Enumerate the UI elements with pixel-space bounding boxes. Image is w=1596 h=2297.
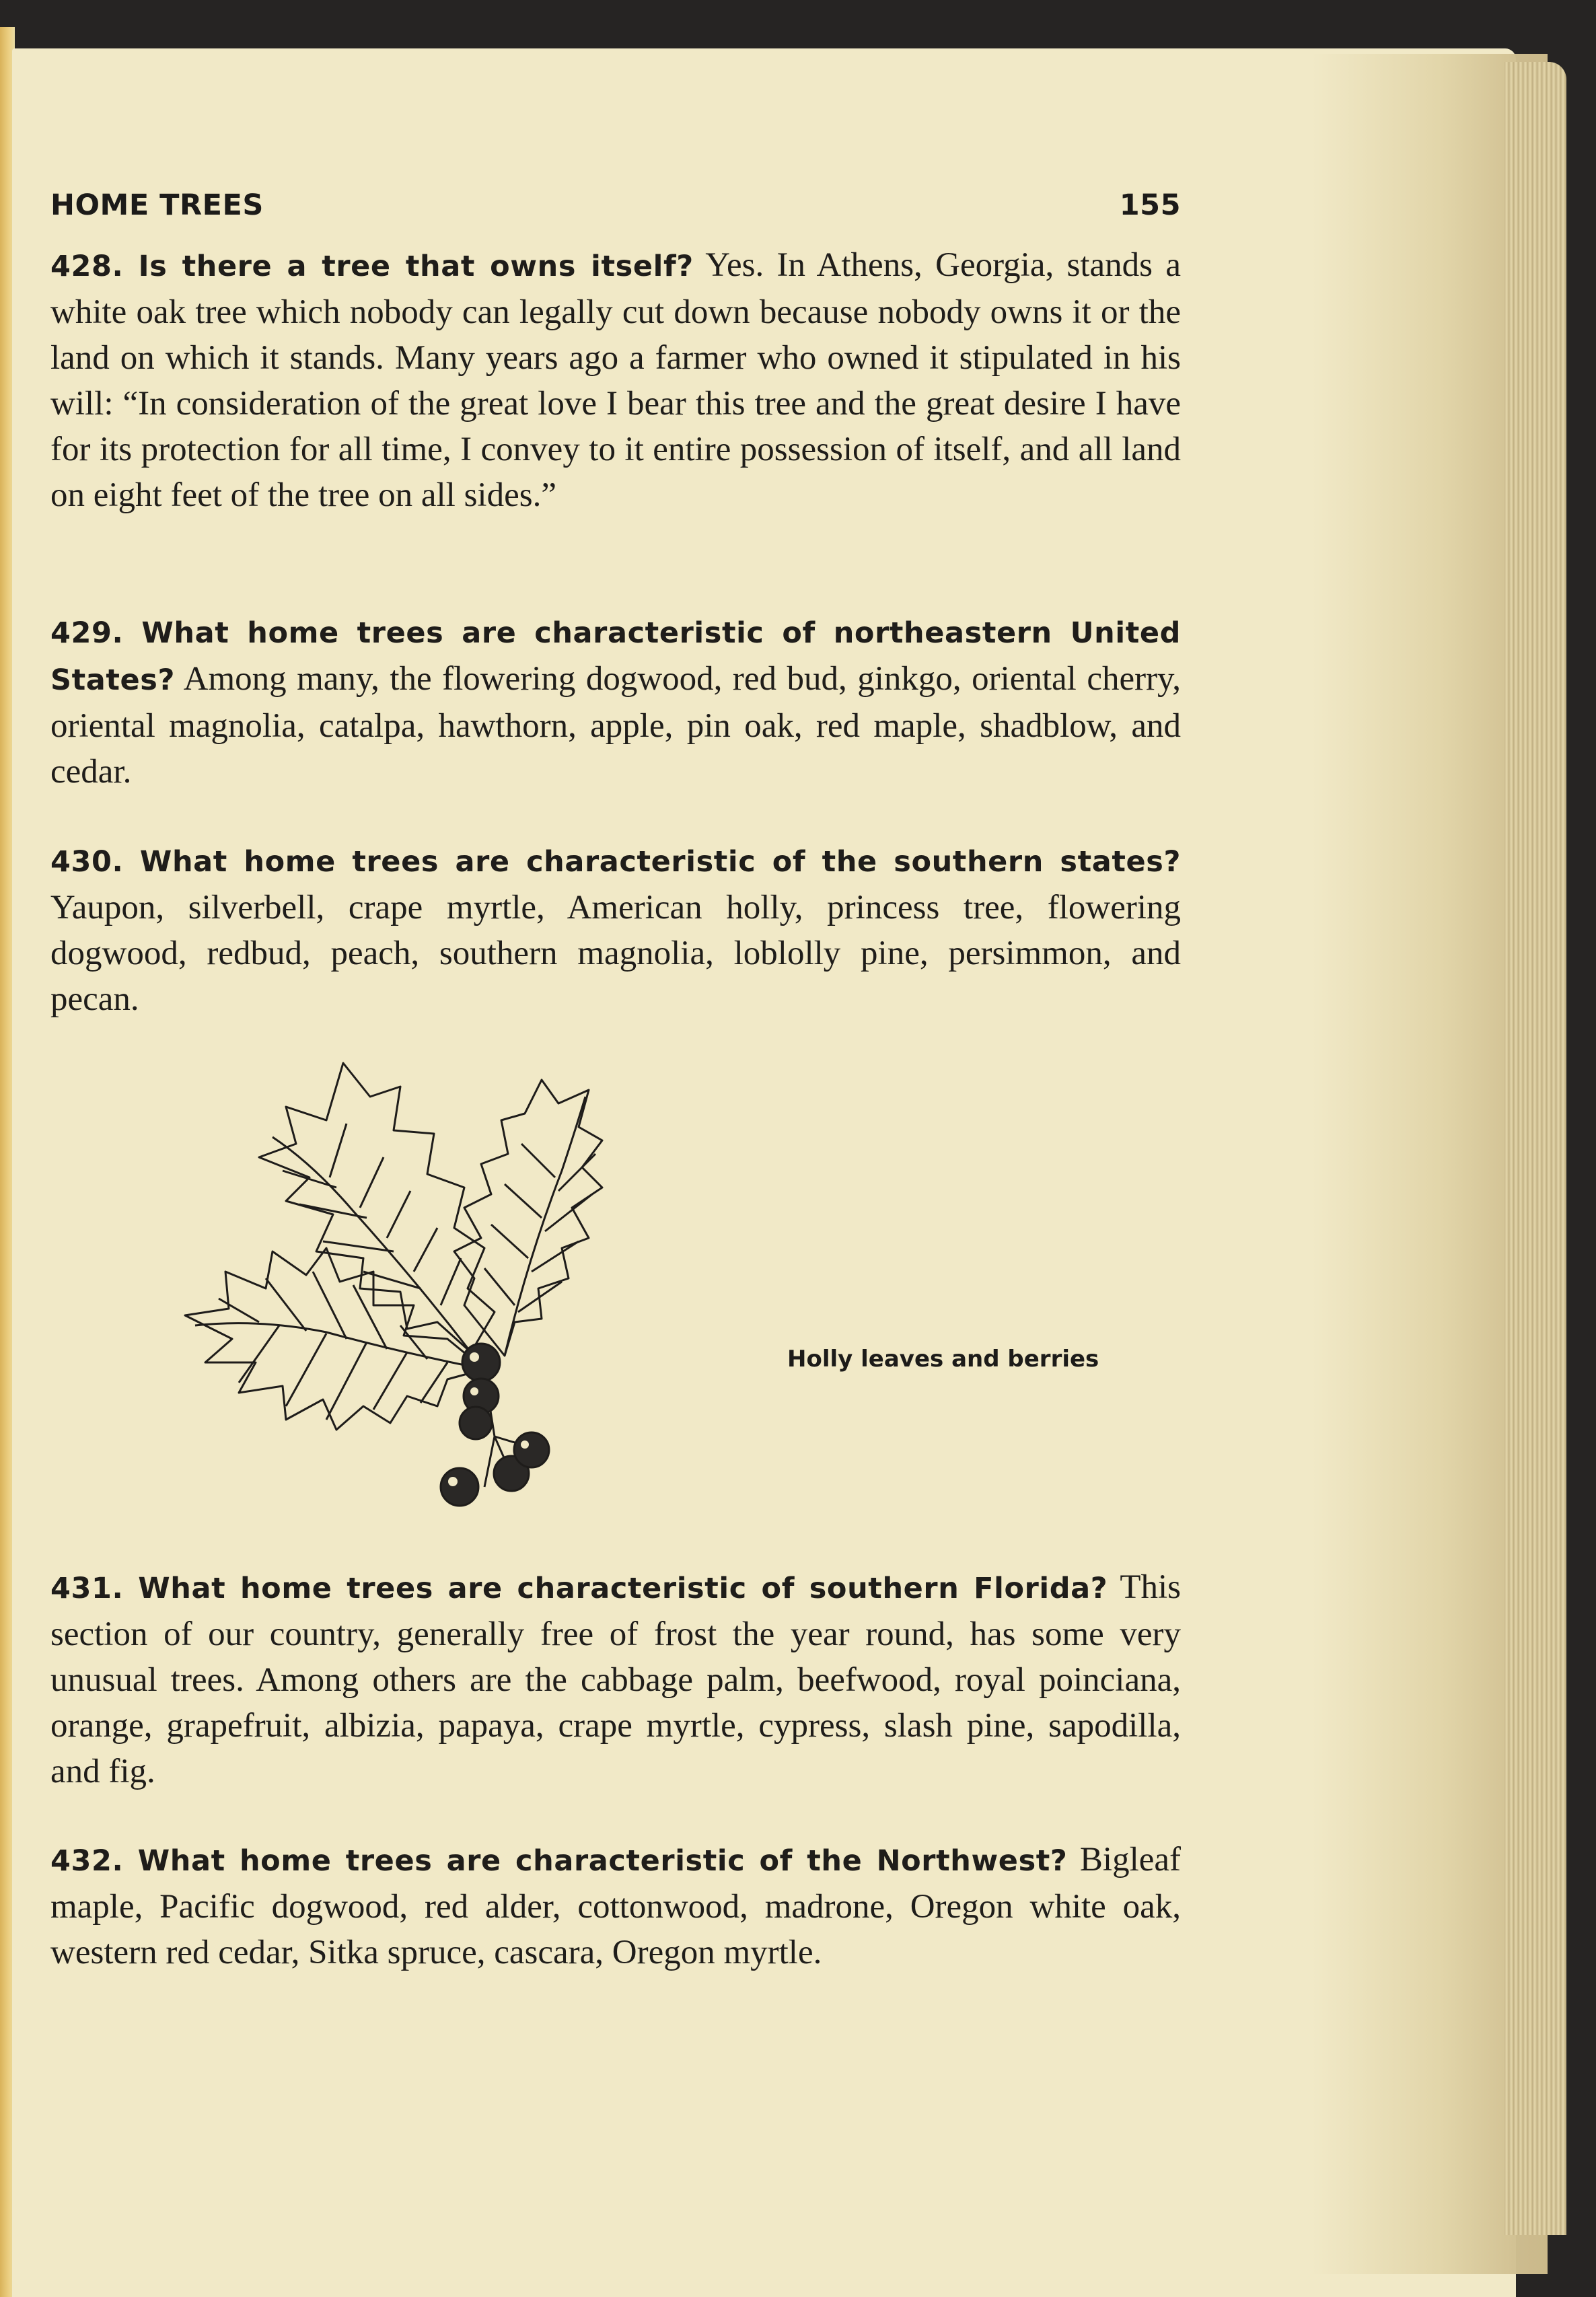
page-stack-edge [1504, 62, 1566, 2235]
holly-berries [441, 1344, 549, 1506]
berry [441, 1468, 478, 1506]
entry-question: 429. What home trees are characteristic of northeastern United States? [50, 616, 1181, 697]
berry [462, 1344, 500, 1381]
entry-429 [50, 609, 1181, 795]
page-number: 155 [1119, 188, 1181, 222]
entry-answer: Yaupon, silverbell, crape myrtle, American holly, princess tree, flowering dogwood, redbud, peach, southern magnolia, loblolly pine, persimmon, and pecan. [50, 889, 1181, 1018]
berry [514, 1432, 549, 1467]
entry-432 [50, 1837, 1181, 1975]
holly-illustration [131, 1056, 690, 1527]
page-header [50, 188, 1181, 229]
entry-answer: Yes. In Athens, Georgia, stands a white oak tree which nobody can legally cut down because nobody owns it or the land on which it stands. Many years ago a farmer who owned it stipulated in his will: “In consideration of the great love I bear this tree and the great desire I have for its protection for all time, I convey to it entire possession of itself, and all land on eight feet of the tree on all sides.” [50, 246, 1182, 514]
entry-431 [50, 1564, 1181, 1794]
running-head: HOME TREES [50, 188, 264, 222]
holly-leaf-upper [259, 1063, 495, 1352]
entry-answer: This section of our country, generally free of frost the year round, has some very unusual trees. Among others are the cabbage palm, beefwood, royal poinciana, orange, grapefruit, albizia, papaya, crape myrtle, cypress, slash pine, sapodilla, and fig. [50, 1568, 1181, 1790]
entry-question: 432. What home trees are characteristic of the Northwest? [50, 1844, 1068, 1878]
entry-430 [50, 838, 1181, 1022]
entry-question: 431. What home trees are characteristic of southern Florida? [50, 1572, 1108, 1605]
entry-answer: Bigleaf maple, Pacific dogwood, red alder, cottonwood, madrone, Oregon white oak, western red cedar, Sitka spruce, cascara, Oregon myrtle. [50, 1841, 1182, 1971]
berry [460, 1407, 492, 1439]
figure-caption: Holly leaves and berries [787, 1346, 1099, 1373]
entry-answer: Among many, the flowering dogwood, red bud, ginkgo, oriental cherry, oriental magnolia, catalpa, hawthorn, apple, pin oak, red maple, shadblow, and cedar. [50, 660, 1181, 791]
entry-428 [50, 242, 1181, 518]
entry-question: 428. Is there a tree that owns itself? [50, 250, 694, 283]
holly-leaf-right [454, 1080, 602, 1356]
entry-question: 430. What home trees are characteristic of the southern states? [50, 845, 1181, 879]
